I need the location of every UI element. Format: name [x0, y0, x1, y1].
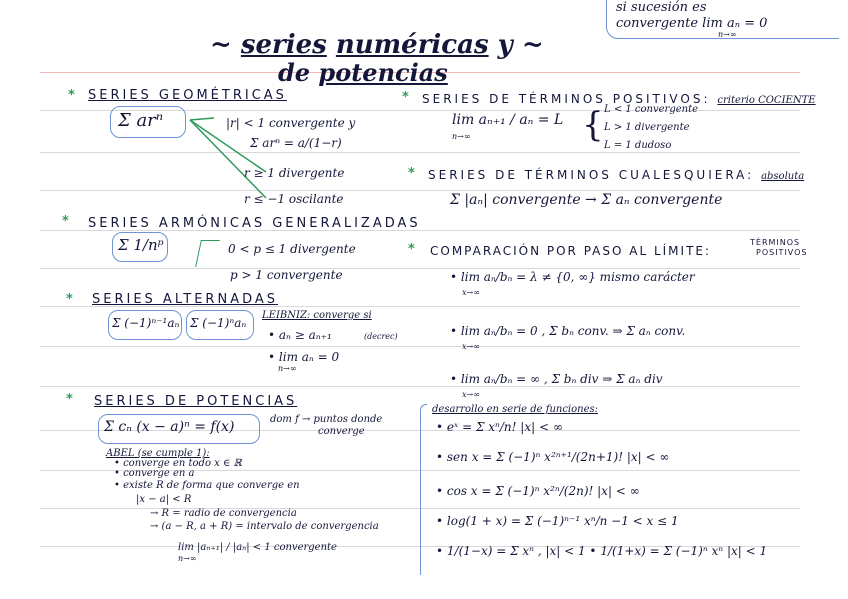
leibniz-cond-2-sub: n→∞ [278, 364, 297, 373]
abel-label: ABEL (se cumple 1): [106, 448, 210, 459]
heading-positivos-text: SERIES DE TÉRMINOS POSITIVOS: [422, 92, 711, 106]
page-title-line-1 [210, 30, 544, 60]
criterio-terminos: TÉRMINOS [750, 238, 801, 247]
brace-icon: { [582, 105, 604, 145]
abel-cond-1: • converge en todo x ∈ ℝ [114, 458, 242, 469]
rule [40, 268, 800, 269]
comparison-2-sub: x→∞ [462, 342, 480, 351]
power-domain-2: converge [318, 426, 365, 437]
title-word-numericas: numéricas [335, 30, 489, 60]
expansion-exp: • eˣ = Σ xⁿ/n! |x| < ∞ [436, 420, 563, 434]
power-ratio-test: lim |aₙ₊₁| / |aₙ| < 1 convergente [178, 542, 337, 553]
comparison-3-sub: x→∞ [462, 390, 480, 399]
interval-note: → (a − R, a + R) = intervalo de convergencia [150, 521, 379, 532]
geo-cond-3: r ≤ −1 oscilante [244, 192, 344, 206]
alt-sum-1: Σ (−1)ⁿ⁻¹aₙ [112, 316, 180, 330]
expansion-log: • log(1 + x) = Σ (−1)ⁿ⁻¹ xⁿ/n −1 < x ≤ 1 [436, 514, 679, 528]
radius-note: → R = radio de convergencia [150, 508, 297, 519]
page-title-line-2 [278, 58, 448, 87]
expansion-heading: desarrollo en serie de funciones: [432, 404, 599, 415]
note-line-1: si sucesión es [616, 0, 707, 15]
star-icon: * [408, 242, 415, 257]
leibniz-cond-2: • lim aₙ = 0 [268, 350, 340, 364]
rule [40, 152, 800, 153]
rule [40, 346, 800, 347]
star-icon: * [408, 166, 415, 181]
heading-alternadas: SERIES ALTERNADAS [92, 292, 279, 307]
title-tilde-right: ~ [521, 30, 544, 60]
ratio-limit: lim aₙ₊₁ / aₙ = L [452, 112, 564, 128]
abel-cond-3b: |x − a| < R [136, 494, 192, 505]
harm-cond-1: 0 < p ≤ 1 divergente [228, 242, 356, 256]
comparison-1: • lim aₙ/bₙ = λ ≠ {0, ∞} mismo carácter [450, 270, 695, 284]
ratio-opt-3: L = 1 dudoso [604, 140, 672, 151]
geo-cond-1-sum: Σ arⁿ = a/(1−r) [250, 136, 342, 150]
geo-sum: Σ arⁿ [118, 110, 164, 131]
geo-cond-2: r ≥ 1 divergente [244, 166, 345, 180]
heading-cualesquiera-text: SERIES DE TÉRMINOS CUALESQUIERA: [428, 168, 755, 182]
abel-cond-2: • converge en a [114, 468, 195, 479]
leibniz-cond-1: • aₙ ≥ aₙ₊₁ [268, 328, 332, 342]
power-ratio-sub: n→∞ [178, 554, 197, 563]
heading-geometricas: SERIES GEOMÉTRICAS [88, 88, 287, 103]
rule [40, 190, 800, 191]
absolute-convergence: Σ |aₙ| convergente → Σ aₙ convergente [450, 192, 723, 208]
star-icon: * [62, 214, 69, 229]
expansion-box [420, 404, 427, 575]
comparison-1-sub: x→∞ [462, 288, 480, 297]
rule [40, 386, 800, 387]
heading-cualesquiera [428, 168, 804, 182]
leibniz-label: LEIBNIZ: converge si [262, 310, 372, 321]
star-icon: * [66, 292, 73, 307]
comparison-3: • lim aₙ/bₙ = ∞ , Σ bₙ div ⇒ Σ aₙ div [450, 372, 663, 386]
title-word-y: y [497, 30, 513, 60]
abel-cond-3: • existe R de forma que converge en [114, 480, 300, 491]
bracket-line [195, 240, 220, 267]
expansion-sin: • sen x = Σ (−1)ⁿ x²ⁿ⁺¹/(2n+1)! |x| < ∞ [436, 450, 670, 464]
alt-sum-2: Σ (−1)ⁿaₙ [190, 316, 247, 330]
harm-sum: Σ 1/nᵖ [118, 236, 164, 254]
title-word-potencias: potencias [318, 58, 448, 87]
heading-potencias: SERIES DE POTENCIAS [94, 394, 298, 409]
heading-armonicas: SERIES ARMÓNICAS GENERALIZADAS [88, 216, 421, 231]
ratio-limit-sub: n→∞ [452, 132, 471, 141]
ratio-opt-1: L < 1 convergente [604, 104, 699, 115]
expansion-cos: • cos x = Σ (−1)ⁿ x²ⁿ/(2n)! |x| < ∞ [436, 484, 640, 498]
leibniz-cond-1-note: (decrec) [364, 332, 398, 341]
power-domain: dom f → puntos donde [270, 414, 383, 425]
ratio-opt-2: L > 1 divergente [604, 122, 690, 133]
criterio-positivos: POSITIVOS [756, 248, 808, 257]
heading-comparacion: COMPARACIÓN POR PASO AL LÍMITE: [430, 244, 712, 258]
star-icon: * [66, 392, 73, 407]
note-subscript: n→∞ [718, 30, 737, 39]
star-icon: * [402, 90, 409, 105]
title-word-de: de [278, 58, 311, 87]
power-sum: Σ cₙ (x − a)ⁿ = f(x) [104, 419, 235, 435]
geo-cond-1: |r| < 1 convergente y [226, 116, 356, 130]
harm-cond-2: p > 1 convergente [230, 268, 343, 282]
star-icon: * [68, 88, 75, 103]
criterio-absoluta: absoluta [761, 171, 805, 182]
comparison-2: • lim aₙ/bₙ = 0 , Σ bₙ conv. ⇒ Σ aₙ conv. [450, 324, 686, 338]
note-line-2: convergente lim aₙ = 0 [616, 16, 768, 31]
expansion-geometric: • 1/(1−x) = Σ xⁿ , |x| < 1 • 1/(1+x) = Σ (−1)ⁿ xⁿ |x| < 1 [436, 544, 768, 558]
title-tilde-left: ~ [210, 30, 232, 60]
criterio-cociente: criterio COCIENTE [717, 95, 816, 106]
title-word-series: series [240, 30, 327, 60]
